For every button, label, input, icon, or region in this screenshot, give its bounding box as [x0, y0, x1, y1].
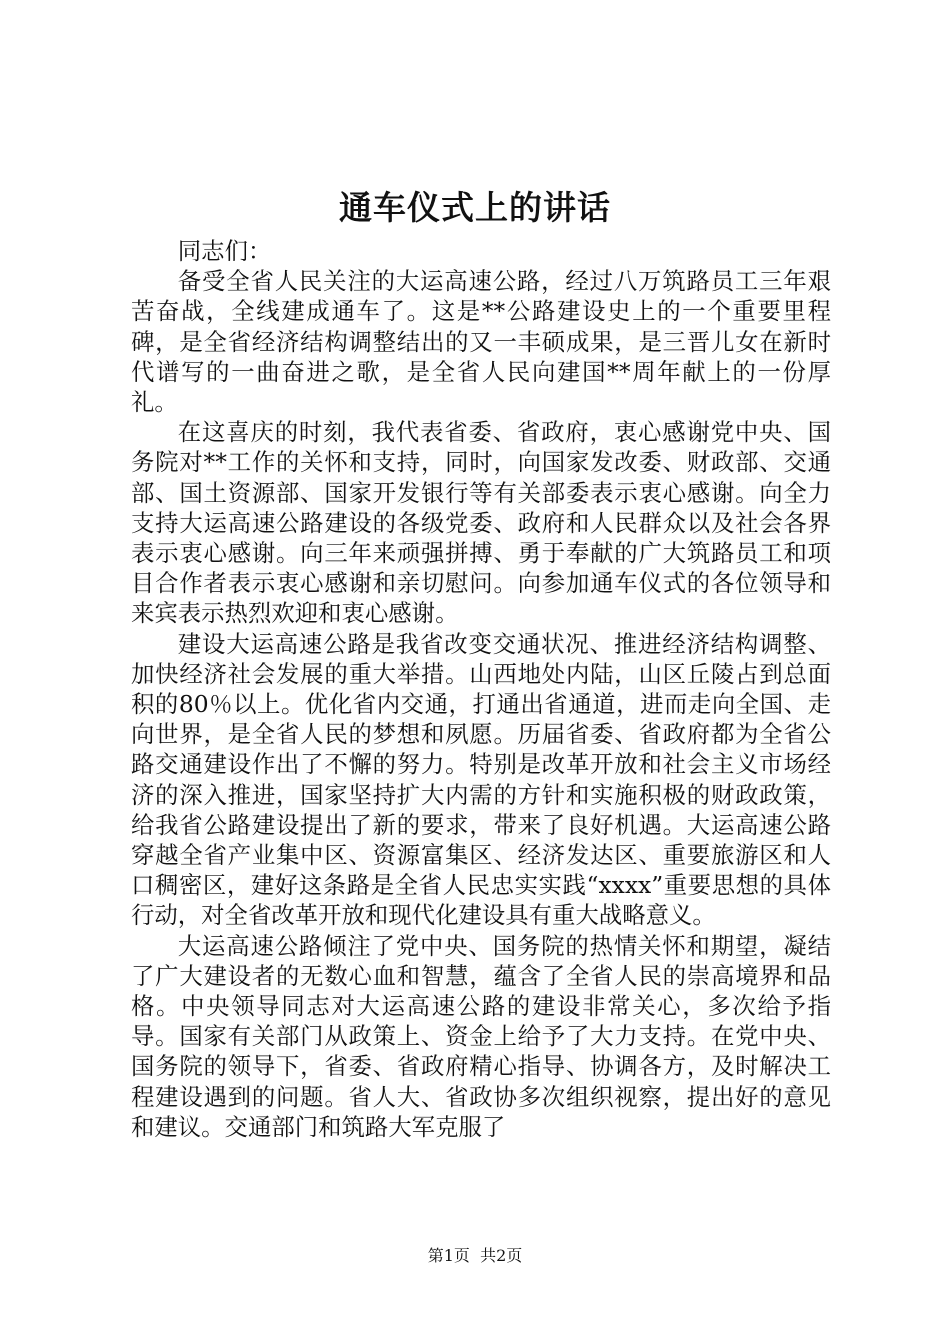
paragraph: 备受全省人民关注的大运高速公路，经过八万筑路员工三年艰苦奋战，全线建成通车了。这是**公路建设史上的一个重要里程碑，是全省经济结构调整结出的又一丰硕成果，是三晋儿女在新时代谱写的一曲奋进之歌，是全省人民向建国**周年献上的一份厚礼。	[131, 267, 831, 417]
document-title: 通车仪式上的讲话	[339, 188, 611, 227]
document-body	[131, 236, 831, 1142]
page-number: 第1页 共2页	[427, 1246, 523, 1265]
salutation: 同志们：	[177, 237, 272, 265]
page-footer	[0, 1244, 950, 1268]
paragraph: 建设大运高速公路是我省改变交通状况、推进经济结构调整、加快经济社会发展的重大举措。山西地处内陆，山区丘陵占到总面积的80％以上。优化省内交通，打通出省通道，进而走向全国、走向世界，是全省人民的梦想和夙愿。历届省委、省政府都为全省公路交通建设作出了不懈的努力。特别是改革开放和社会主义市场经济的深入推进，国家坚持扩大内需的方针和实施积极的财政政策，给我省公路建设提出了新的要求，带来了良好机遇。大运高速公路穿越全省产业集中区、资源富集区、经济发达区、重要旅游区和人口稠密区，建好这条路是全省人民忠实实践“xxxx”重要思想的具体行动，对全省改革开放和现代化建设具有重大战略意义。	[131, 629, 831, 930]
paragraph: 大运高速公路倾注了党中央、国务院的热情关怀和期望，凝结了广大建设者的无数心血和智慧，蕴含了全省人民的崇高境界和品格。中央领导同志对大运高速公路的建设非常关心，多次给予指导。国家有关部门从政策上、资金上给予了大力支持。在党中央、国务院的领导下，省委、省政府精心指导、协调各方，及时解决工程建设遇到的问题。省人大、省政协多次组织视察，提出好的意见和建议。交通部门和筑路大军克服了	[131, 931, 831, 1141]
paragraph: 在这喜庆的时刻，我代表省委、省政府，衷心感谢党中央、国务院对**工作的关怀和支持，同时，向国家发改委、财政部、交通部、国土资源部、国家开发银行等有关部委表示衷心感谢。向全力支持大运高速公路建设的各级党委、政府和人民群众以及社会各界表示衷心感谢。向三年来顽强拼搏、勇于奉献的广大筑路员工和项目合作者表示衷心感谢和亲切慰问。向参加通车仪式的各位领导和来宾表示热烈欢迎和衷心感谢。	[131, 418, 831, 628]
